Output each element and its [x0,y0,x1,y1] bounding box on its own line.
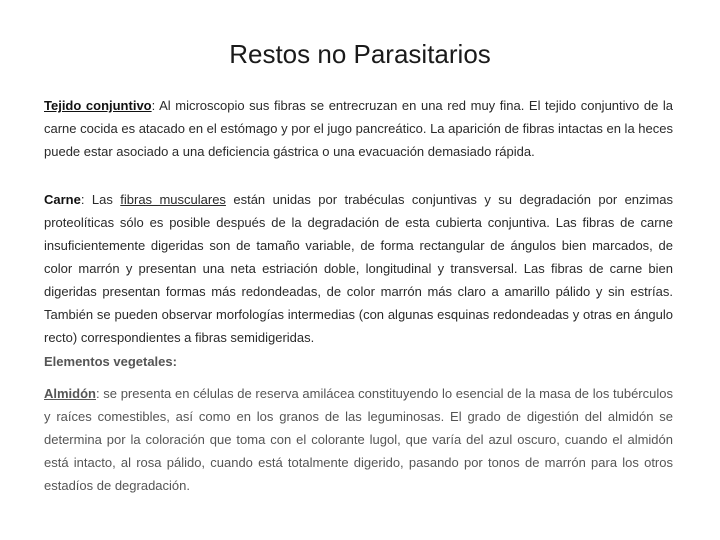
almidon-text: : se presenta en células de reserva amilácea constituyendo lo esencial de la masa de los tubérculos y raíces comestibles, así como en los granos de las leguminosas. El grado de digestión del almidón se determina por la coloración que toma con el colorante lugol, que varía del azul oscuro, cuando el almidón está intacto, al rosa pálido, cuando está totalmente digerido, pasando por tonos de marrón para los otros estadíos de degradación. [44,386,673,493]
carne-text-before: : Las [80,192,121,207]
vegetales-heading: Elementos vegetales: [44,354,177,369]
almidon-label: Almidón [44,386,96,401]
carne-text-after: están unidas por trabéculas conjuntivas y su degradación por enzimas proteolíticas sólo es posible después de la degradación de esta cubierta conjuntiva. Las fibras de carne insuficientemente digeridas son de tamaño variable, de forma rectangular de ángulos bien marcados, de color marrón y presentan una neta estriación doble, longitudinal y transversal. Las fibras de carne bien digeridas presentan formas más redondeadas, de color marrón más claro a amarillo pálido y sin estrías. También se pueden observar morfologías intermedias (con algunas esquinas redondeadas y otras en ángulo recto) correspondientes a fibras semidigeridas. [44,192,673,345]
slide-title: Restos no Parasitarios [229,39,491,69]
paragraph-carne [44,188,673,349]
paragraph-almidon [44,382,673,497]
tejido-text: : Al microscopio sus fibras se entrecruzan en una red muy fina. El tejido conjuntivo de la carne cocida es atacado en el estómago y por el jugo pancreático. La aparición de fibras intactas en la heces puede estar asociado a una deficiencia gástrica o una evacuación demasiado rápida. [44,98,674,159]
fibras-musculares-link: fibras musculares [120,192,226,207]
tejido-label: Tejido conjuntivo [44,98,152,113]
paragraph-elementos-vegetales [44,350,673,373]
paragraph-tejido-conjuntivo [44,94,673,163]
carne-label: Carne [44,192,81,207]
